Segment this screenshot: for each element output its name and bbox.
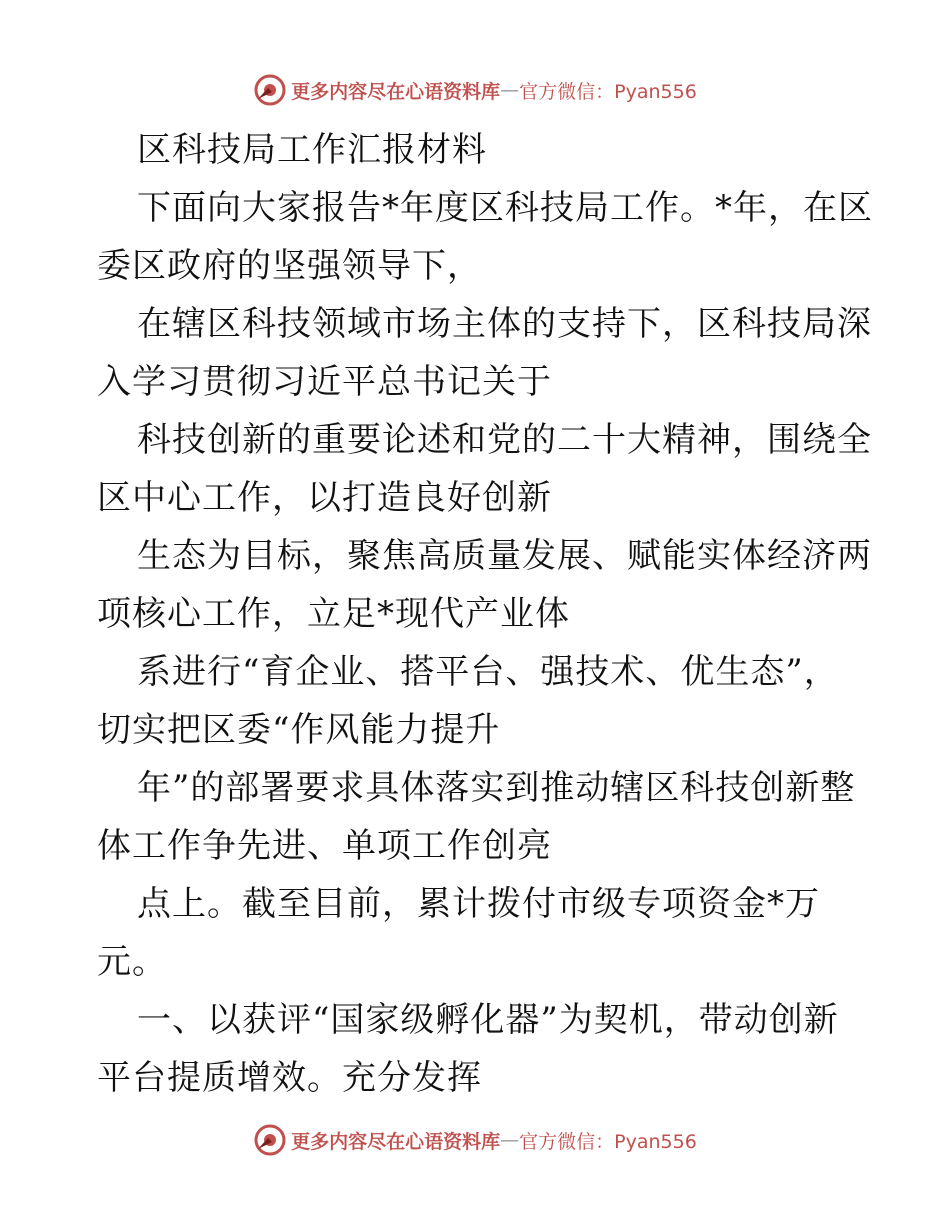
watermark-contact-text: 官方微信：Pyan556: [519, 80, 697, 103]
document-body: [97, 121, 873, 1107]
doc-line-16: 一、以获评“国家级孵化器”为契机，带动创新: [137, 1000, 839, 1040]
watermark-separator: —: [500, 1129, 520, 1151]
doc-line-10: 系进行“育企业、搭平台、强技术、优生态”，: [137, 652, 839, 692]
watermark-separator: —: [500, 79, 520, 101]
doc-line-3: 委区政府的坚强领导下，: [97, 246, 482, 286]
doc-line-12: 年”的部署要求具体落实到推动辖区科技创新整: [137, 768, 856, 808]
doc-line-2: 下面向大家报告*年度区科技局工作。*年，在区: [137, 188, 873, 228]
watermark-main-text: 更多内容尽在心语资料库: [291, 1130, 501, 1153]
doc-line-1: 区科技局工作汇报材料: [137, 130, 487, 170]
header-watermark: [0, 70, 950, 110]
brand-logo-icon: [253, 73, 287, 107]
doc-line-8: 生态为目标，聚焦高质量发展、赋能实体经济两: [137, 536, 872, 576]
doc-line-5: 入学习贯彻习近平总书记关于: [97, 362, 552, 402]
doc-line-11: 切实把区委“作风能力提升: [97, 710, 501, 750]
footer-watermark: [0, 1120, 950, 1160]
doc-line-14: 点上。截至目前，累计拨付市级专项资金*万: [137, 884, 820, 924]
doc-line-4: 在辖区科技领域市场主体的支持下，区科技局深: [137, 304, 872, 344]
doc-line-13: 体工作争先进、单项工作创亮: [97, 826, 552, 866]
watermark-main-text: 更多内容尽在心语资料库: [291, 80, 501, 103]
watermark-contact-text: 官方微信：Pyan556: [519, 1130, 697, 1153]
doc-line-15: 元。: [97, 942, 167, 982]
doc-line-7: 区中心工作，以打造良好创新: [97, 478, 552, 518]
doc-line-6: 科技创新的重要论述和党的二十大精神，围绕全: [137, 420, 872, 460]
doc-line-17: 平台提质增效。充分发挥: [97, 1058, 482, 1098]
brand-logo-icon: [253, 1123, 287, 1157]
doc-line-9: 项核心工作，立足*现代产业体: [97, 594, 570, 634]
